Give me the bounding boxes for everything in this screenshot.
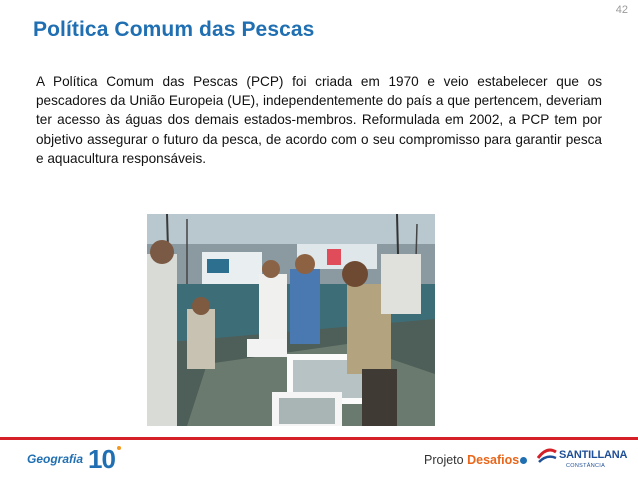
- footer-bar: [0, 437, 638, 479]
- santillana-logo-icon: [536, 444, 558, 466]
- page-number: 42: [615, 4, 628, 16]
- project-name: Desafios: [467, 453, 520, 467]
- publisher-subtitle: CONSTÂNCIA: [566, 463, 606, 469]
- page-title: Política Comum das Pescas: [33, 18, 315, 41]
- grade-dot-icon: [117, 446, 121, 450]
- project-mark-icon: [520, 457, 527, 464]
- publisher-name: SANTILLANA: [559, 449, 628, 461]
- footer-grade-label: 10: [88, 444, 115, 474]
- footer-subject-label: Geografia: [27, 452, 84, 466]
- footer-project-label: [424, 453, 527, 467]
- body-paragraph: A Política Comum das Pescas (PCP) foi criada em 1970 e veio estabelecer que os pescadores da União Europeia (UE), independentemente do país a que pertencem, deveriam ter acesso às águas dos demais estados-membros. Reformulada em 2002, a PCP tem por objetivo assegurar o futuro da pesca, de acordo com o seu compromisso para garantir pesca e aquacultura responsáveis.: [36, 74, 602, 166]
- project-prefix: Projeto: [424, 453, 468, 467]
- fishermen-harbour-photo: [147, 214, 435, 426]
- footer-divider: [0, 437, 638, 440]
